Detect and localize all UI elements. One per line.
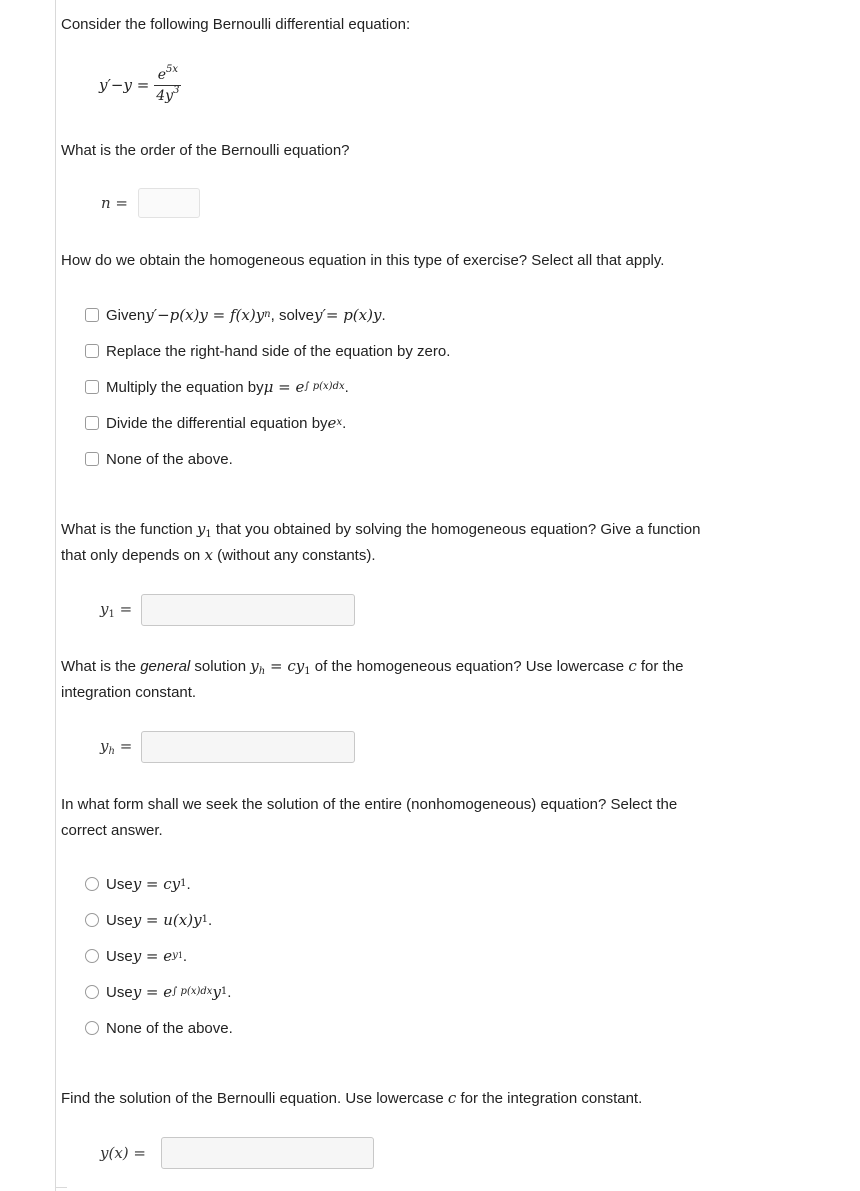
yh-input[interactable] [141,731,355,763]
q-text: What is the [61,658,141,675]
yh-label [100,737,132,755]
checkbox[interactable] [85,344,99,358]
q-sub: h [258,666,266,677]
checkbox[interactable] [85,308,99,322]
label-sym: y [100,737,109,755]
option-math: y = e [132,983,173,1001]
radio[interactable] [85,985,99,999]
option-text: . [182,947,188,965]
q-math: = cy [265,657,305,675]
q-math: y [250,657,259,675]
option-math: e [327,414,337,432]
checkbox[interactable] [85,452,99,466]
y1-label [100,600,132,618]
q-text: What is the function [61,521,197,538]
q-sub: 1 [304,666,311,677]
option-math: y = e [132,947,173,965]
sup-sym: y [172,950,178,961]
label-sub: h [108,746,115,757]
solution-question [61,1086,642,1111]
q-text: solution [190,658,251,675]
checkbox[interactable] [85,416,99,430]
form-option-1[interactable]: Use y = cy 1 . [85,873,191,895]
option-math: y = u(x)y [132,911,202,929]
q-math: c [447,1089,457,1107]
y1-question-line2 [61,543,376,568]
numerator-exp: 5x [166,63,179,75]
solution-input[interactable] [161,1137,374,1169]
q-text: of the homogeneous equation? Use lowercase [310,658,629,675]
form-option-4[interactable]: Use y = e ∫ p(x)dx y 1 . [85,981,231,1003]
homog-option-4[interactable]: Divide the differential equation by e x . [85,412,346,434]
option-text: . [207,911,213,929]
option-text: Use [106,983,133,1001]
q-math: c [628,657,637,675]
form-option-3[interactable] [85,945,187,967]
denominator-exp: 3 [173,84,180,96]
order-question: What is the order of the Bernoulli equation? [61,142,350,159]
q-math: x [204,546,213,564]
q-math: y [196,520,206,538]
option-text: . [344,378,349,396]
q-text: (without any constants). [212,547,376,564]
q-text: that only depends on [61,547,205,564]
option-math: y′= p(x)y [313,306,382,324]
option-math: μ = e [263,378,305,396]
option-text: None of the above. [106,1019,233,1037]
radio[interactable] [85,877,99,891]
option-text: Use [106,875,133,893]
denominator-base: 4y [156,87,174,104]
q-text: for the [636,658,684,675]
option-text: Given [106,306,146,324]
order-label: n = [101,194,128,212]
order-input[interactable] [138,188,200,218]
bernoulli-equation [99,60,181,110]
label-sym: y [100,600,109,618]
option-text: Use [106,947,133,965]
q-text: Find the solution of the Bernoulli equation. Use lowercase [61,1090,448,1107]
radio[interactable] [85,913,99,927]
option-text: None of the above. [106,450,233,468]
form-question-line2: correct answer. [61,822,163,839]
yh-question-line2: integration constant. [61,684,197,701]
radio[interactable] [85,949,99,963]
option-math: y [212,983,221,1001]
homogeneous-question: How do we obtain the homogeneous equation in this type of exercise? Select all that apply. [61,252,665,269]
left-rail-end [55,1187,67,1188]
equation-lhs: y′−y = [99,76,150,94]
homog-option-3[interactable]: Multiply the equation by μ = e ∫ p(x)dx . [85,376,349,398]
option-text: . [342,414,347,432]
option-text: Multiply the equation by [106,378,264,396]
label-eq: = [114,600,133,618]
yh-question-line1 [61,654,683,679]
q-text: for the integration constant. [456,1090,643,1107]
label-eq: = [114,737,133,755]
option-text: . [227,983,232,1001]
option-text: Divide the differential equation by [106,414,328,432]
label-sub: 1 [108,609,115,620]
left-rail [55,0,56,1191]
radio[interactable] [85,1021,99,1035]
numerator-base: e [157,66,166,83]
equation-fraction [154,63,181,104]
homog-option-5[interactable] [85,448,233,470]
sup-sub: 1 [177,951,183,960]
option-text: . [186,875,191,893]
y1-input[interactable] [141,594,355,626]
form-option-5[interactable] [85,1017,233,1039]
form-option-2[interactable]: Use y = u(x)y 1 . [85,909,212,931]
form-question-line1: In what form shall we seek the solution of the entire (nonhomogeneous) equation? Select the [61,796,678,813]
y1-question-line1 [61,517,700,542]
checkbox[interactable] [85,380,99,394]
q-emphasis: general [140,658,191,675]
option-math: y = cy [132,875,181,893]
option-math: y′−p(x)y = f(x)y [145,306,265,324]
option-text: , solve [270,306,314,324]
intro-text: Consider the following Bernoulli differential equation: [61,16,411,33]
q-sub: 1 [205,529,212,540]
homog-option-1[interactable]: Given y′−p(x)y = f(x)y n , solve y′= p(x)y . [85,304,386,326]
option-text: Use [106,911,133,929]
option-text: Replace the right-hand side of the equation by zero. [106,342,451,360]
solution-label: y(x) = [100,1144,146,1162]
homog-option-2[interactable] [85,340,450,362]
q-text: that you obtained by solving the homogeneous equation? Give a function [211,521,701,538]
option-text: . [381,306,386,324]
